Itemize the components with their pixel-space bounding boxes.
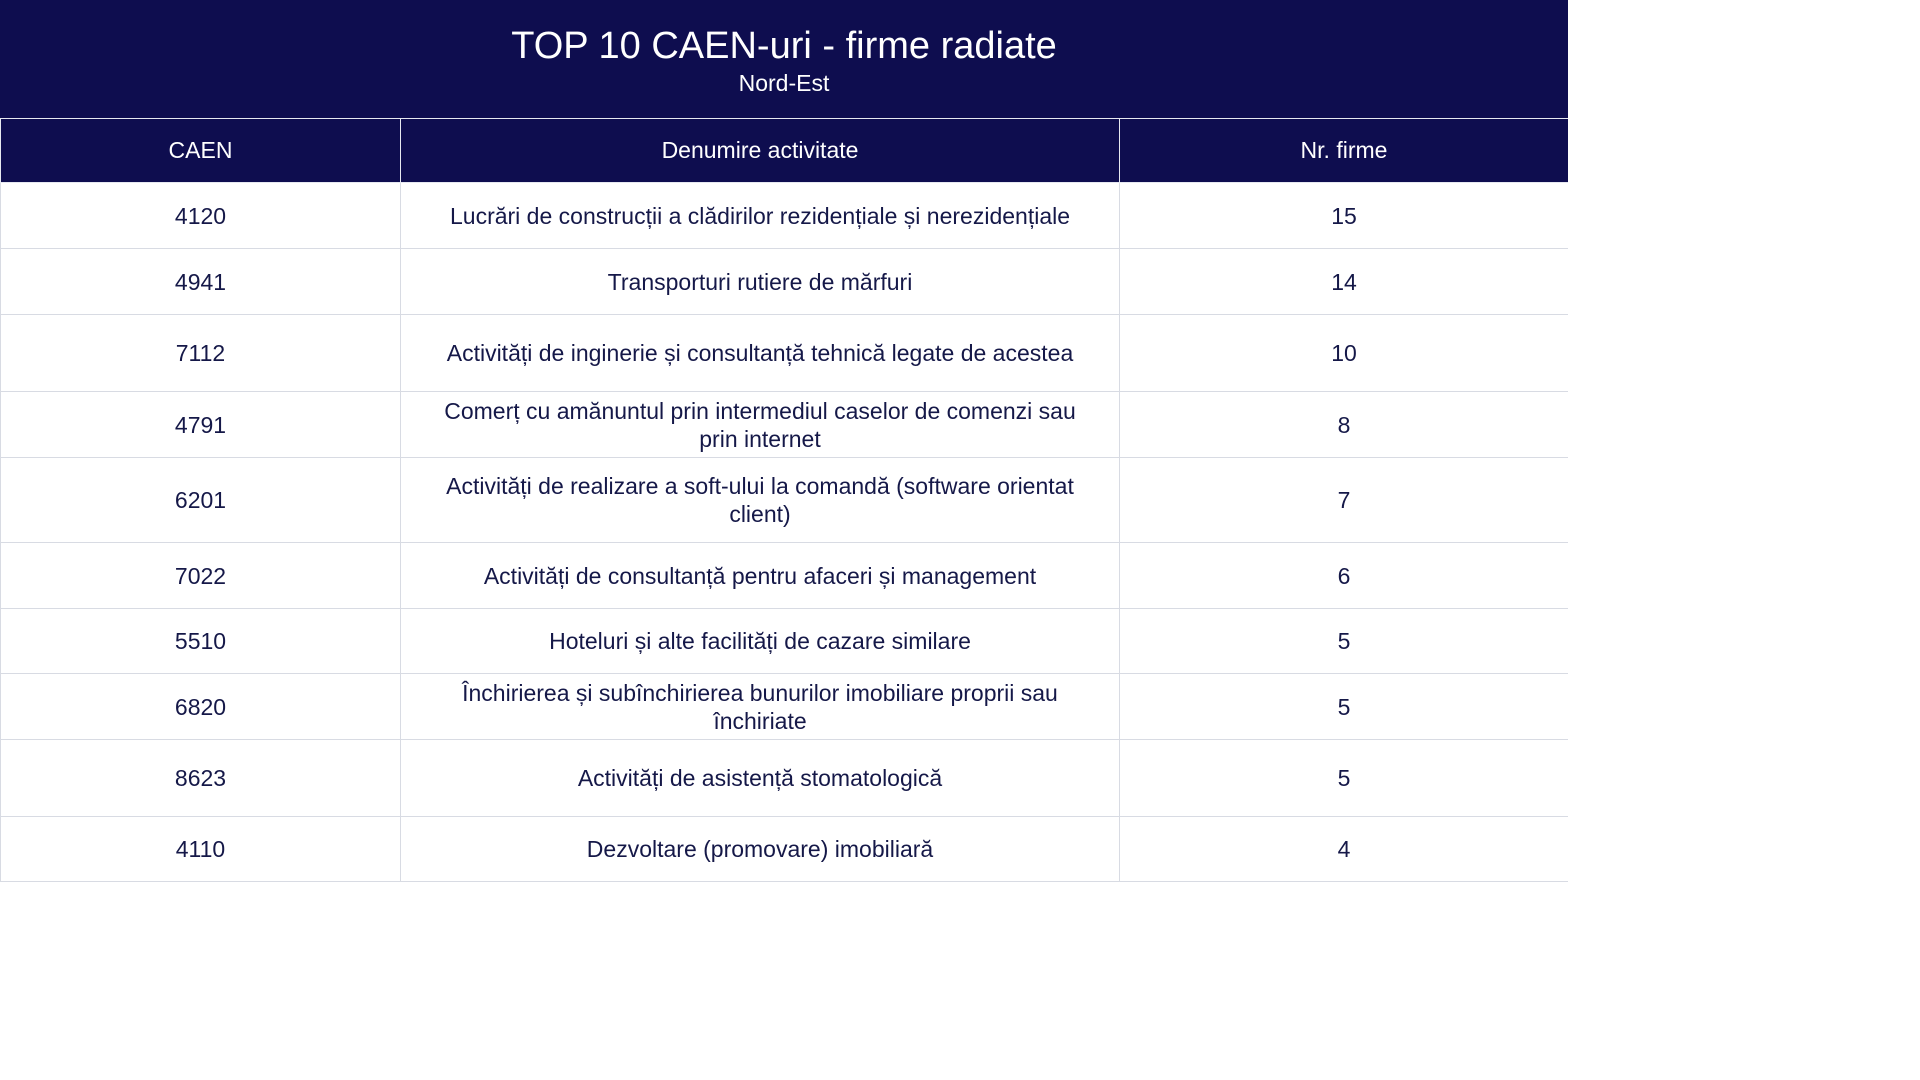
caen-code-cell: 7022 [1, 543, 401, 609]
table-row [1, 740, 1569, 817]
activity-name-cell: Închirierea și subînchirierea bunurilor imobiliare proprii sau închiriate [401, 674, 1120, 740]
company-count-cell: 5 [1120, 740, 1569, 817]
table-row [1, 817, 1569, 882]
activity-name-cell: Comerț cu amănuntul prin intermediul caselor de comenzi sau prin internet [401, 392, 1120, 458]
table-header-row [1, 119, 1569, 183]
table-row [1, 392, 1569, 458]
table-row [1, 458, 1569, 543]
chart-subtitle: Nord-Est [738, 70, 830, 96]
company-count-cell: 5 [1120, 609, 1569, 674]
activity-name-cell: Dezvoltare (promovare) imobiliară [401, 817, 1120, 882]
caen-code-cell: 6820 [1, 674, 401, 740]
table-row [1, 674, 1569, 740]
activity-name-cell: Lucrări de construcții a clădirilor rezidențiale și nerezidențiale [401, 183, 1120, 249]
company-count-cell: 7 [1120, 458, 1569, 543]
column-header-count: Nr. firme [1120, 119, 1569, 183]
table-row [1, 609, 1569, 674]
activity-name-cell: Activități de realizare a soft-ului la comandă (software orientat client) [401, 458, 1120, 543]
caen-code-cell: 5510 [1, 609, 401, 674]
activity-name-cell: Hoteluri și alte facilități de cazare similare [401, 609, 1120, 674]
caen-code-cell: 8623 [1, 740, 401, 817]
company-count-cell: 10 [1120, 315, 1569, 392]
column-header-caen: CAEN [1, 119, 401, 183]
chart-title: TOP 10 CAEN-uri - firme radiate [511, 25, 1057, 67]
table-row [1, 249, 1569, 315]
activity-name-cell: Activități de inginerie și consultanță tehnică legate de acestea [401, 315, 1120, 392]
activity-name-cell: Transporturi rutiere de mărfuri [401, 249, 1120, 315]
table-row [1, 183, 1569, 249]
chart-header [0, 0, 1568, 118]
company-count-cell: 4 [1120, 817, 1569, 882]
activity-name-cell: Activități de consultanță pentru afaceri și management [401, 543, 1120, 609]
caen-code-cell: 4941 [1, 249, 401, 315]
caen-code-cell: 4110 [1, 817, 401, 882]
company-count-cell: 15 [1120, 183, 1569, 249]
caen-code-cell: 6201 [1, 458, 401, 543]
company-count-cell: 8 [1120, 392, 1569, 458]
table-row [1, 315, 1569, 392]
table-row [1, 543, 1569, 609]
company-count-cell: 14 [1120, 249, 1569, 315]
caen-table [0, 118, 1568, 882]
company-count-cell: 5 [1120, 674, 1569, 740]
caen-code-cell: 7112 [1, 315, 401, 392]
activity-name-cell: Activități de asistență stomatologică [401, 740, 1120, 817]
caen-code-cell: 4791 [1, 392, 401, 458]
company-count-cell: 6 [1120, 543, 1569, 609]
caen-code-cell: 4120 [1, 183, 401, 249]
column-header-activity: Denumire activitate [401, 119, 1120, 183]
